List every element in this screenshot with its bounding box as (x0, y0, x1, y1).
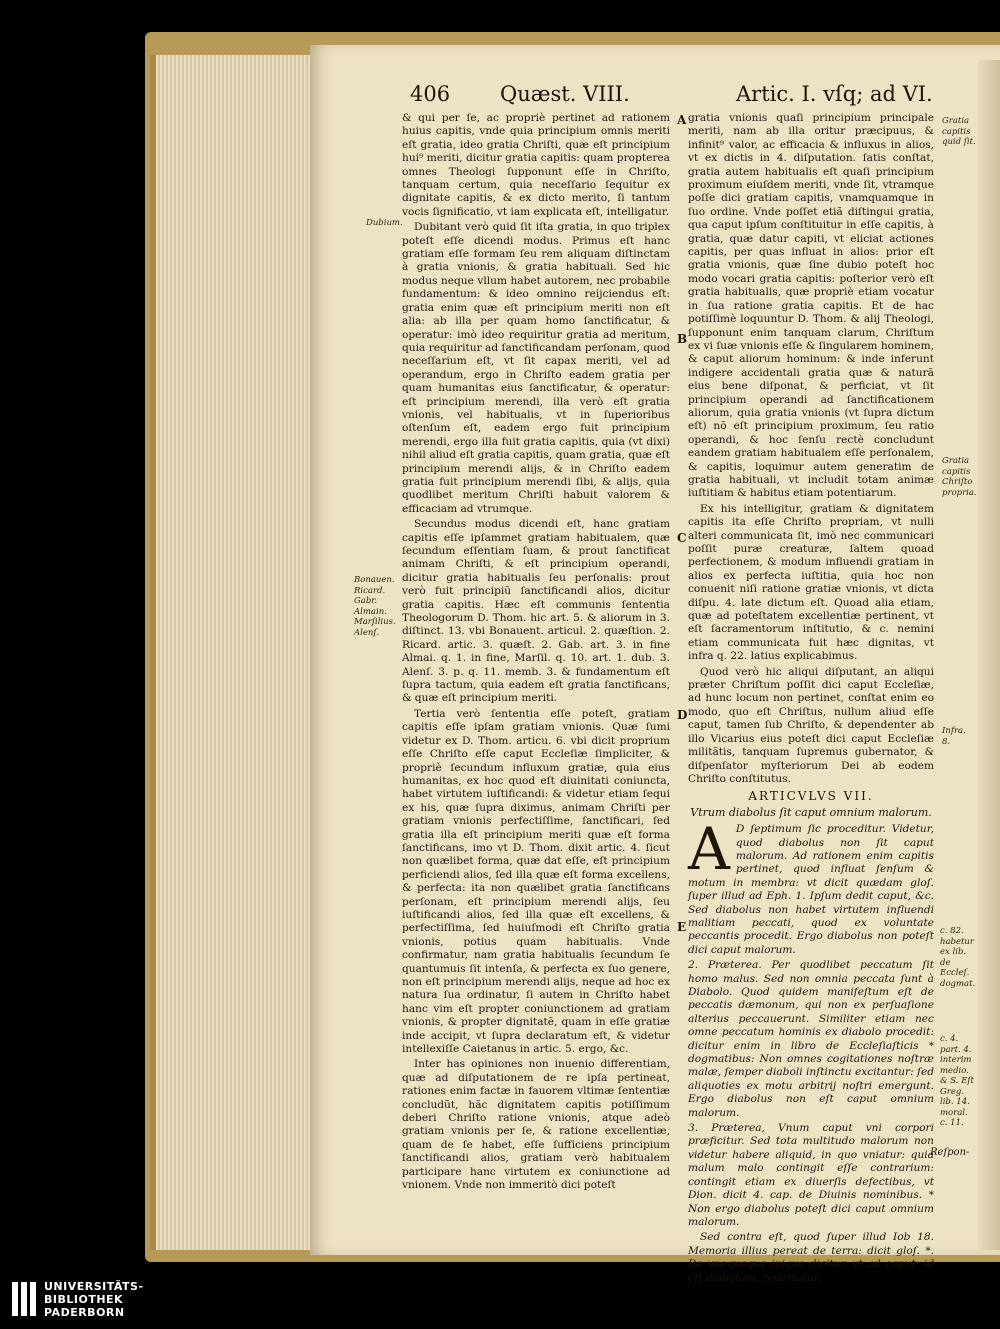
running-title: Quæst. VIII. (500, 82, 630, 106)
article-paragraph-2: 2. Præterea. Per quodlibet peccatum ſit homo malus. Sed non omnia peccata ſunt à Diabolo. Quod quidem manifeſtum eſt de peccatis dæmonum, qui non ex perſuaſione alterius peccauerunt. Similiter etiam nec omne peccatum hominis ex diabolo procedit: dicitur enim in libro de Eccleſiaſticis * dogmatibus: Non omnes cogitationes noſtræ malæ, ſemper diaboli inſtinctu excitantur: ſed aliquoties ex motu arbitrij noſtri emergunt. Ergo diabolus non eſt caput omnium malorum. (688, 959, 934, 1119)
library-logo-text (44, 1280, 144, 1319)
left-column (402, 112, 670, 1192)
margin-note-dogmat: c. 82. habetur ex lib. de Eccleſ. dogmat. (940, 926, 976, 989)
article-heading: ARTICVLVS VII. (748, 789, 874, 804)
logo-line-1: UNIVERSITÄTS- (44, 1280, 144, 1293)
section-letter-c: C (677, 531, 687, 545)
left-paragraph-4: Tertia verò ſententia eſſe poteſt, gratiam capitis eſſe ipſam gratiam vnionis. Quæ ſumi videtur ex D. Thom. articu. 6. vbi dicit proprium eſſe Chriſto eſſe caput Eccleſiæ ſimpliciter, & propriè ſecundum influxum gratiæ, quia eius humanitas, ex hoc quod eſt diuinitati coniuncta, habet virtutem iuſtificandi: & videtur etiam ſequi ex his, quæ ſupra diximus, animam Chriſti per gratiam vnionis perfectiſſime, ſanctificari, ſed gratia illa eſt principium meriti quæ eſt forma ſanctificans, imo vt D. Thom. dixit artic. 4. ſicut non quælibet forma, quæ dat eſſe, eſt principium perficiendi alios, ſed illa quæ eſt forma excellens, & perfecta: ita non quælibet gratia ſanctificans perſonam, eſt principium merendi alijs, ſeu iuſtificandi alios, ſed illa quæ eſt excellens, & perfectiſſima, ſed huiuſmodi eſt Chriſto gratia vnionis, potius quam habitualis. Vnde confirmatur, nam gratia habitualis ſecundum ſe quantumuis ſit intenſa, & perfecta ex ſuo genere, non eſt principium merendi alijs, neque ad hoc ex natura ſua ordinatur, ſi autem in Chriſto habet hanc vim eſt propter coniunctionem ad gratiam vnionis, & propter dignitatẽ, quam in eſſe gratiæ inde accipit, vt ſupra declaratum eſt, & videtur intellexiſſe Caietanus in artic. 5. ergo, &c. (402, 707, 670, 1056)
article-subtitle: Vtrum diabolus ſit caput omnium malorum. (690, 805, 932, 819)
margin-note-references: c. 4. part. 4. interim medio. & S. Eſt Greg. lib. 14. moral. c. 11. (940, 1034, 974, 1128)
margin-note-infra: Infra. 8. (942, 726, 966, 747)
right-paragraph-3: Quod verò hic aliqui diſputant, an aliqui præter Chriſtum poſſit dici caput Eccleſiæ, ad hunc locum non pertinet, conſtat enim eo modo, quo eſt Chriſtus, nullum aliud eſſe caput, tamen ſub Chriſto, & dependenter ab illo Vicarius eius poteſt dici caput Eccleſiæ militãtis, tanquam ſupremus gubernator, & diſpenſator myſteriorum Dei ab eodem Chriſto conſtitutus. (688, 665, 934, 785)
next-page-edge (978, 60, 1000, 1250)
left-paragraph-2: Dubitant verò quid ſit iſta gratia, in quo triplex poteſt eſſe dicendi modus. Primus eſt hanc gratiam eſſe formam ſeu rem aliquam diſtinctam à gratia vnionis, & gratia habituali. Sed hic modus neque vllum habet autorem, nec probabile fundamentum: & ideo omnino reijciendus eſt: gratia enim quæ eſt principium meriti non eſt alia: ab illa per quam homo ſanctificatur, & operatur: imò ideo requiritur gratia ad meritum, quia requiritur ad ſanctificandam perſonam, quod neceſſarium eſt, vt ſit capax meriti, vel ad operandum, ergo in Chriſto eadem gratia per quam humanitas eius ſanctificatur, & operatur: eſt principium merendi, illa verò eſt gratia vnionis, vel habitualis, vt in ſuperioribus oſtenſum eſt, eadem ergo fuit principium merendi, ergo illa fuit gratia capitis, quia (vt dixi) nihil aliud eſt gratia capitis, quam gratia, quæ eſt principium merendi alijs, & in Chriſto eadem gratia fuit principium merendi ſibi, & alijs, quia quodlibet meritum Chriſti habuit valorem & efficaciam ad vtrumque. (402, 221, 670, 515)
running-article: Artic. I. vſq; ad VI. (736, 82, 933, 106)
left-paragraph-1: & qui per ſe, ac propriè pertinet ad rationem huius capitis, vnde quia principium omnis meriti eſt gratia, ideo gratia Chriſti, quæ eſt principium hui⁹ meriti, dicitur gratia capitis: quam propterea omnes Theologi ſupponunt eſſe in Chriſto, tanquam certum, quia neceſſario ſequitur ex dignitate capitis, & ex dicto merito, ſi tantum vocis ſignificatio, vt iam explicata eſt, intelligatur. (402, 112, 670, 218)
catchword: Reſpon- (930, 1147, 970, 1158)
left-paragraph-3: Secundus modus dicendi eſt, hanc gratiam capitis eſſe ipſammet gratiam habitualem, quæ ſecundum eſſentiam ſuam, & prout ſanctificat animam Chriſti, & eſt principium operandi, dicitur gratia habitualis ſeu perſonalis: prout verò fuit principiũ ſanctificandi alios, dicitur gratia capitis. Hæc eſt communis ſententia Theologorum D. Thom. hic art. 5. & aliorum in 3. diſtinct. 13. vbi Bonauent. articul. 2. quæſtion. 2. Ricard. artic. 3. quæſt. 2. Gab. art. 3. in fine Almai. q. 1. in fine, Marſil. q. 10. art. 1. dub. 3. Alenſ. 3. p. q. 11. memb. 3. & fundamentum eſt ſupra tactum, quia eadem eſt gratia ſanctificans, & quæ eſt principium meriti. (402, 518, 670, 705)
section-letter-e: E (677, 920, 687, 934)
right-paragraph-1: gratia vnionis quaſi principium principale meriti, nam ab illa oritur præcipuus, & infinit⁹ valor, ac efficacia & influxus in alios, vt ex dictis in 4. diſputation. ſatis conſtat, gratia autem habitualis eſt quaſi principium proximum eiuſdem meriti, vnde ſit, vtramque poſſe dici gratiam capitis, vnamquamque in ſuo ordine. Vnde poſſet etiã diſtingui gratia, qua caput ipſum conſtituitur in eſſe capitis, à gratia, quæ datur capiti, vt eliciat actiones capitis, per quas influat in alios: prior eſt gratia vnionis, quæ ſine dubio poteſt hoc modo vocari gratia capitis: poſterior verò eſt gratia habitualis, quæ propriè etiam vocatur in ſua ratione gratia capitis. Et de hac potiſſimè loquuntur D. Thom. & alij Theologi, ſupponunt enim tanquam clarum, Chriſtum ex vi ſuæ vnionis eſſe & ſingularem hominem, & caput aliorum hominum: & inde inferunt indigere accidentali gratia quæ & naturã eius bene diſponat, & perficiat, vt ſit principium operandi ad ſanctificationem aliorum, quia gratia vnionis (vt ſupra dictum eſt) nõ eſt principium proximum, ſeu ratio operandi, & hoc ſenſu rectè concludunt eandem gratiam habitualem eſſe perſonalem, & capitis, loquimur autem generatim de gratia habituali, vt includit totam animæ iuſtitiam & habitus etiam potentiarum. (688, 112, 934, 500)
section-letter-d: D (677, 708, 688, 722)
margin-note-gratia-propria: Gratia capitis Chriſto propria. (942, 456, 977, 498)
book-fore-edge (150, 55, 316, 1250)
margin-note-authors: Bonauen. Ricard. Gabr. Almain. Marſilius. Alenſ. (354, 575, 396, 638)
section-letter-a: A (677, 113, 687, 127)
section-letter-b: B (677, 332, 688, 346)
right-paragraph-2: Ex his intelligitur, gratiam & dignitatem capitis ita eſſe Chriſto propriam, vt nulli alteri communicata ſit, imò nec communicari poſſit puræ creaturæ, ſaltem quoad perfectionem, & modum influendi gratiam in alios ex perfecta iuſtitia, quia hoc non conuenit niſi ratione gratiæ vnionis, vt dicta diſpu. 4. late dictum eſt. Quoad alia etiam, quæ ad poteſtatem excellentiæ pertinent, vt eſt ſacramentorum inſtitutio, & c. nemini etiam communicata fuit hæc dignitas, vt infra q. 22. latius explicabimus. (688, 502, 934, 663)
article-paragraph-1: D ſeptimum ſic proceditur. Videtur, quod diabolus non ſit caput malorum. Ad rationem enim capitis pertinet, quod influat ſenſum & motum in membra: vt dicit quædam gloſ. ſuper illud ad Eph. 1. Ipſum dedit caput, &c. Sed diabolus non habet virtutem influendi malitiam peccati, quod ex voluntate peccantis procedit. Ergo diabolus non poteſt dici caput malorum. (688, 823, 934, 956)
left-paragraph-5: Inter has opiniones non inuenio differentiam, quæ ad diſputationem de re ipſa pertineat, rationes enim factæ in fauorem vltimæ ſententiæ concludũt, hãc dignitatem capitis potiſſimum deberi Chriſto ratione vnionis, atque adeò gratiam vnionis per ſe, & ratione excellentiæ, quam de ſe habet, eſſe ſufficiens principium ſanctificandi alios, gratiam verò habitualem participare hanc virtutem ex coniunctione ad vnionem. Vnde non immeritò dici poteſt (402, 1058, 670, 1192)
article-paragraph-3: 3. Præterea, Vnum caput vni corpori præficitur. Sed tota multitudo malorum non videtur habere aliquid, in quo vniatur: quia malum malo contingit eſſe contrarium: contingit etiam ex diuerſis defectibus, vt Dion. dicit 4. cap. de Diuinis nominibus. * Non ergo diabolus poteſt dici caput omnium malorum. (688, 1122, 934, 1228)
logo-line-3: PADERBORN (44, 1306, 125, 1319)
library-logo-icon (10, 1280, 38, 1318)
right-column (688, 112, 934, 1284)
margin-note-dubium: Dubium. (366, 218, 403, 228)
margin-note-gratia-capitis: Gratia capitis quid ſit. (942, 116, 976, 147)
logo-line-2: BIBLIOTHEK (44, 1293, 124, 1306)
article-paragraph-4: Sed contra eſt, quod ſuper illud Iob 18. Memoria illius pereat de terra: dicit gloſ. *. De vnoquoque iniquo dicitur, vt ad caput, id eſt diabolum, reuertatur. (688, 1231, 934, 1284)
page-number: 406 (410, 82, 451, 106)
drop-cap: A (688, 815, 730, 884)
library-logo (10, 1278, 310, 1320)
